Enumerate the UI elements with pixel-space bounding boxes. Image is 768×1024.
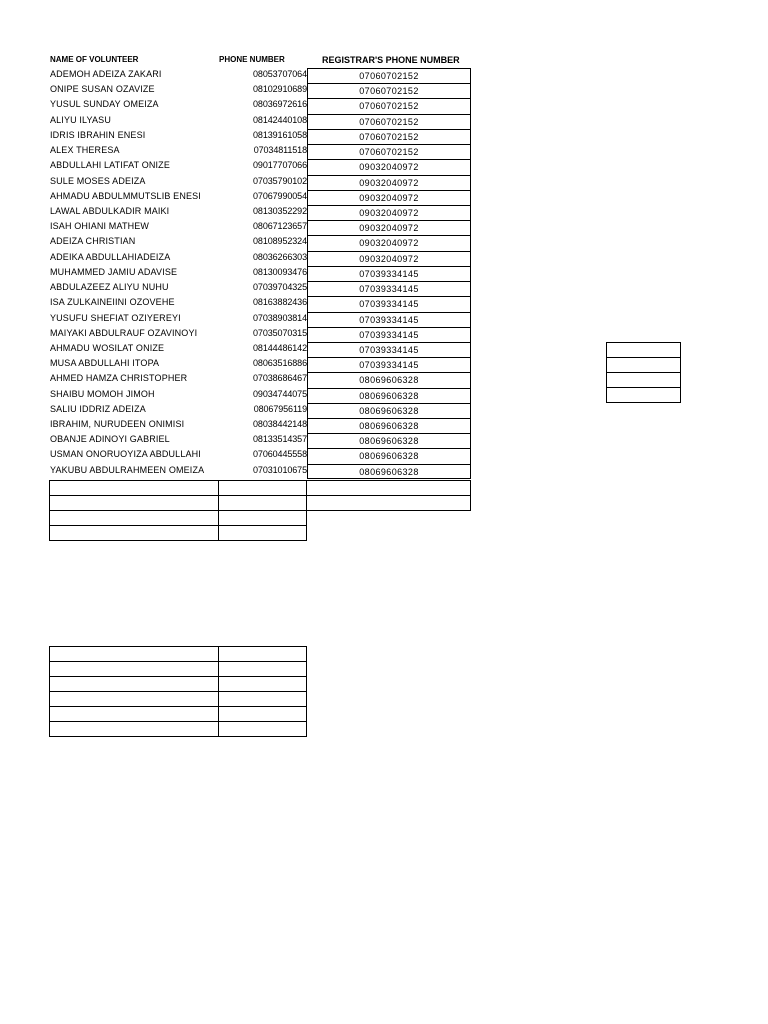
volunteer-phone: 08130352292 <box>253 205 307 216</box>
registrar-phone: 09032040972 <box>307 159 471 174</box>
registrar-phone: 07039334145 <box>307 342 471 357</box>
volunteer-name: ALIYU ILYASU <box>50 114 111 125</box>
volunteer-row <box>49 281 471 296</box>
volunteer-row <box>49 205 471 220</box>
volunteer-row <box>49 68 471 83</box>
registrar-phone: 07060702152 <box>307 68 471 83</box>
volunteer-name: AHMADU ABDULMMUTSLIB ENESI <box>50 190 201 201</box>
registrar-phone: 08069606328 <box>307 418 471 433</box>
registrar-phone: 07060702152 <box>307 98 471 113</box>
volunteer-name: ADEMOH ADEIZA ZAKARI <box>50 69 162 79</box>
volunteer-name: LAWAL ABDULKADIR MAIKI <box>50 205 170 216</box>
volunteer-name: YAKUBU ABDULRAHMEEN OMEIZA <box>50 464 205 475</box>
volunteer-phone: 07060445558 <box>253 449 307 460</box>
volunteer-name: ONIPE SUSAN OZAVIZE <box>50 84 155 95</box>
volunteer-row <box>49 388 471 403</box>
volunteer-phone: 07035790102 <box>253 175 307 186</box>
volunteer-phone: 08142440108 <box>253 114 307 125</box>
volunteer-row <box>49 251 471 266</box>
volunteer-phone: 08036972616 <box>253 99 307 110</box>
volunteer-name: IBRAHIM, NURUDEEN ONIMISI <box>50 419 185 430</box>
volunteer-phone: 08053707064 <box>253 69 307 79</box>
volunteer-name: MUSA ABDULLAHI ITOPA <box>50 358 160 369</box>
registrar-phone: 09032040972 <box>307 175 471 190</box>
volunteer-row <box>49 464 471 479</box>
volunteer-phone: 09017707066 <box>253 160 307 171</box>
volunteer-phone: 08067956119 <box>253 403 307 414</box>
empty-grid-lower <box>49 646 307 737</box>
registrar-phone: 08069606328 <box>307 388 471 403</box>
volunteer-phone: 08063516886 <box>253 358 307 369</box>
registrar-phone: 07039334145 <box>307 281 471 296</box>
volunteer-name: MAIYAKI ABDULRAUF OZAVINOYI <box>50 327 198 338</box>
volunteer-name: ALEX THERESA <box>50 145 120 156</box>
volunteer-phone: 08102910689 <box>253 84 307 95</box>
volunteer-phone: 08133514357 <box>253 434 307 445</box>
registrar-phone: 07039334145 <box>307 296 471 311</box>
header-phone-number: PHONE NUMBER <box>219 55 285 64</box>
volunteer-row <box>49 312 471 327</box>
volunteer-row <box>49 418 471 433</box>
registrar-phone: 08069606328 <box>307 433 471 448</box>
registrar-phone: 07039334145 <box>307 266 471 281</box>
registrar-phone: 07039334145 <box>307 357 471 372</box>
volunteer-row <box>49 159 471 174</box>
volunteer-phone: 08036266303 <box>253 251 307 262</box>
volunteer-row <box>49 98 471 113</box>
volunteer-name: YUSUFU SHEFIAT OZIYEREYI <box>50 312 181 323</box>
volunteer-list <box>49 68 471 479</box>
header-registrar-phone-number: REGISTRAR'S PHONE NUMBER <box>322 55 460 65</box>
volunteer-row <box>49 342 471 357</box>
volunteer-phone: 08108952324 <box>253 236 307 247</box>
empty-grid-upper <box>49 480 471 541</box>
volunteer-row <box>49 114 471 129</box>
volunteer-row <box>49 129 471 144</box>
volunteer-row <box>49 144 471 159</box>
volunteer-name: SHAIBU MOMOH JIMOH <box>50 388 155 399</box>
registrar-phone: 09032040972 <box>307 205 471 220</box>
volunteer-name: AHMADU WOSILAT ONIZE <box>50 342 165 353</box>
header-name-of-volunteer: NAME OF VOLUNTEER <box>50 55 139 64</box>
registrar-phone: 09032040972 <box>307 235 471 250</box>
volunteer-phone: 08144486142 <box>253 342 307 353</box>
volunteer-phone: 09034744075 <box>253 388 307 399</box>
volunteer-name: ABDULLAHI LATIFAT ONIZE <box>50 160 170 171</box>
registrar-phone: 09032040972 <box>307 190 471 205</box>
volunteer-phone: 08130093476 <box>253 266 307 277</box>
registrar-phone: 08069606328 <box>307 403 471 418</box>
volunteer-row <box>49 403 471 418</box>
registrar-phone: 08069606328 <box>307 464 471 479</box>
volunteer-row <box>49 175 471 190</box>
volunteer-phone: 08139161058 <box>253 129 307 140</box>
volunteer-row <box>49 327 471 342</box>
registrar-phone: 09032040972 <box>307 251 471 266</box>
volunteer-name: IDRIS IBRAHIN ENESI <box>50 129 146 140</box>
volunteer-phone: 07035070315 <box>253 327 307 338</box>
volunteer-name: OBANJE ADINOYI GABRIEL <box>50 434 170 445</box>
registrar-phone: 07039334145 <box>307 327 471 342</box>
registrar-phone: 07039334145 <box>307 312 471 327</box>
volunteer-name: ADEIZA CHRISTIAN <box>50 236 136 247</box>
volunteer-phone: 07067990054 <box>253 190 307 201</box>
volunteer-row <box>49 266 471 281</box>
registrar-phone: 08069606328 <box>307 448 471 463</box>
volunteer-row <box>49 433 471 448</box>
volunteer-row <box>49 357 471 372</box>
volunteer-row <box>49 220 471 235</box>
volunteer-name: ISAH OHIANI MATHEW <box>50 221 150 232</box>
volunteer-phone: 08067123657 <box>253 221 307 232</box>
volunteer-phone: 07038903814 <box>253 312 307 323</box>
volunteer-name: SULE MOSES ADEIZA <box>50 175 146 186</box>
volunteer-phone: 07039704325 <box>253 282 307 293</box>
volunteer-name: ADEIKA ABDULLAHIADEIZA <box>50 251 171 262</box>
registrar-phone: 07060702152 <box>307 83 471 98</box>
volunteer-phone: 07038686467 <box>253 373 307 384</box>
registrar-phone: 09032040972 <box>307 220 471 235</box>
volunteer-row <box>49 372 471 387</box>
volunteer-name: USMAN ONORUOYIZA ABDULLAHI <box>50 449 201 460</box>
registrar-phone: 08069606328 <box>307 372 471 387</box>
volunteer-name: MUHAMMED JAMIU ADAVISE <box>50 266 178 277</box>
volunteer-name: AHMED HAMZA CHRISTOPHER <box>50 373 188 384</box>
volunteer-phone: 08038442148 <box>253 419 307 430</box>
empty-grid-right <box>606 342 681 403</box>
volunteer-row <box>49 296 471 311</box>
volunteer-row <box>49 235 471 250</box>
volunteer-row <box>49 83 471 98</box>
volunteer-phone: 07034811518 <box>253 145 307 156</box>
registrar-phone: 07060702152 <box>307 129 471 144</box>
volunteer-name: ISA ZULKAINEIINI OZOVEHE <box>50 297 175 308</box>
volunteer-phone: 08163882436 <box>253 297 307 308</box>
volunteer-name: YUSUL SUNDAY OMEIZA <box>50 99 159 110</box>
volunteer-phone: 07031010675 <box>253 464 307 475</box>
registrar-phone: 07060702152 <box>307 114 471 129</box>
volunteer-name: ABDULAZEEZ ALIYU NUHU <box>50 282 169 293</box>
volunteer-row <box>49 448 471 463</box>
volunteer-name: SALIU IDDRIZ ADEIZA <box>50 403 146 414</box>
registrar-phone: 07060702152 <box>307 144 471 159</box>
volunteer-row <box>49 190 471 205</box>
